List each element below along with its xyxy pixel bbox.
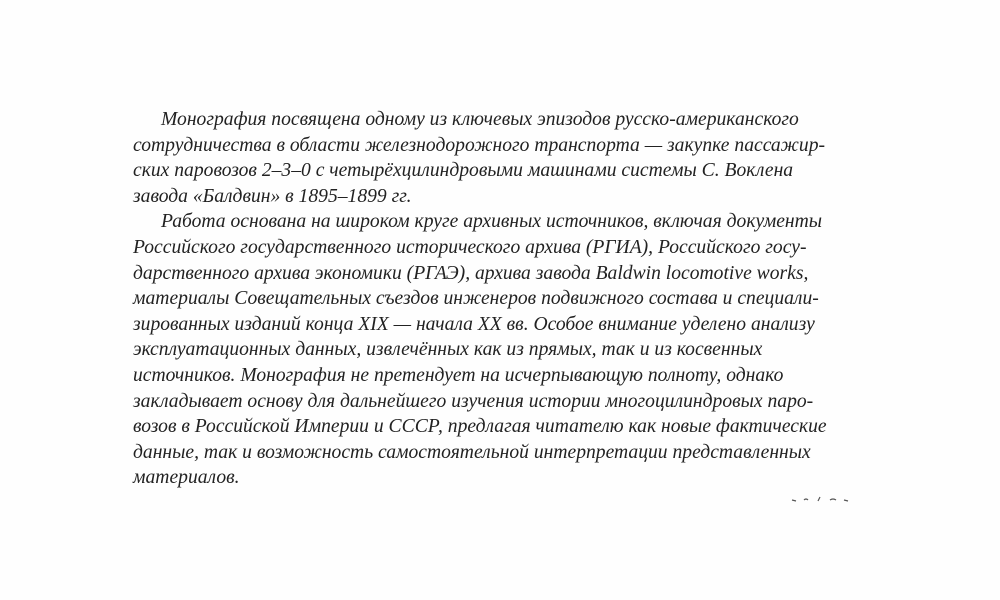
paragraph-2-line-8: закладывает основу для дальнейшего изучения истории многоцилиндровых паро- — [133, 390, 814, 412]
paragraph-2-line-3: дарственного архива экономики (РГАЭ), архива завода Baldwin locomotive works, — [133, 262, 809, 284]
paragraph-2-line-9: возов в Российской Империи и СССР, предлагая читателю как новые фактические — [133, 416, 827, 438]
paragraph-1-line-4: завода «Балдвин» в 1895–1899 гг. — [133, 185, 412, 207]
paragraph-1-line-3: ских паровозов 2–3–0 с четырёхцилиндровыми машинами системы С. Воклена — [133, 160, 794, 182]
cropped-text-fragment — [790, 494, 850, 502]
paragraph-2-line-7: источников. Монография не претендует на исчерпывающую полноту, однако — [133, 364, 784, 386]
paragraph-2-line-2: Российского государственного исторического архива (РГИА), Российского госу- — [133, 236, 807, 258]
paragraph-2-line-10: данные, так и возможность самостоятельной интерпретации представленных — [133, 441, 811, 463]
paragraph-1-line-1: Монография посвящена одному из ключевых эпизодов русско-американского — [161, 109, 799, 130]
paragraph-2-line-4: материалы Совещательных съездов инженеров подвижного состава и специали- — [133, 288, 819, 310]
paragraph-1-line-2: сотрудничества в области железнодорожного транспорта — закупке пассажир- — [133, 134, 826, 156]
paragraph-2-line-5: зированных изданий конца XIX — начала XX вв. Особое внимание уделено анализу — [133, 313, 815, 335]
paragraph-2-line-11: материалов. — [133, 467, 240, 489]
annotation-text — [133, 107, 863, 491]
paragraph-2-line-6: эксплуатационных данных, извлечённых как из прямых, так и из косвенных — [133, 339, 763, 361]
paragraph-2-line-1: Работа основана на широком круге архивных источников, включая документы — [161, 211, 823, 233]
